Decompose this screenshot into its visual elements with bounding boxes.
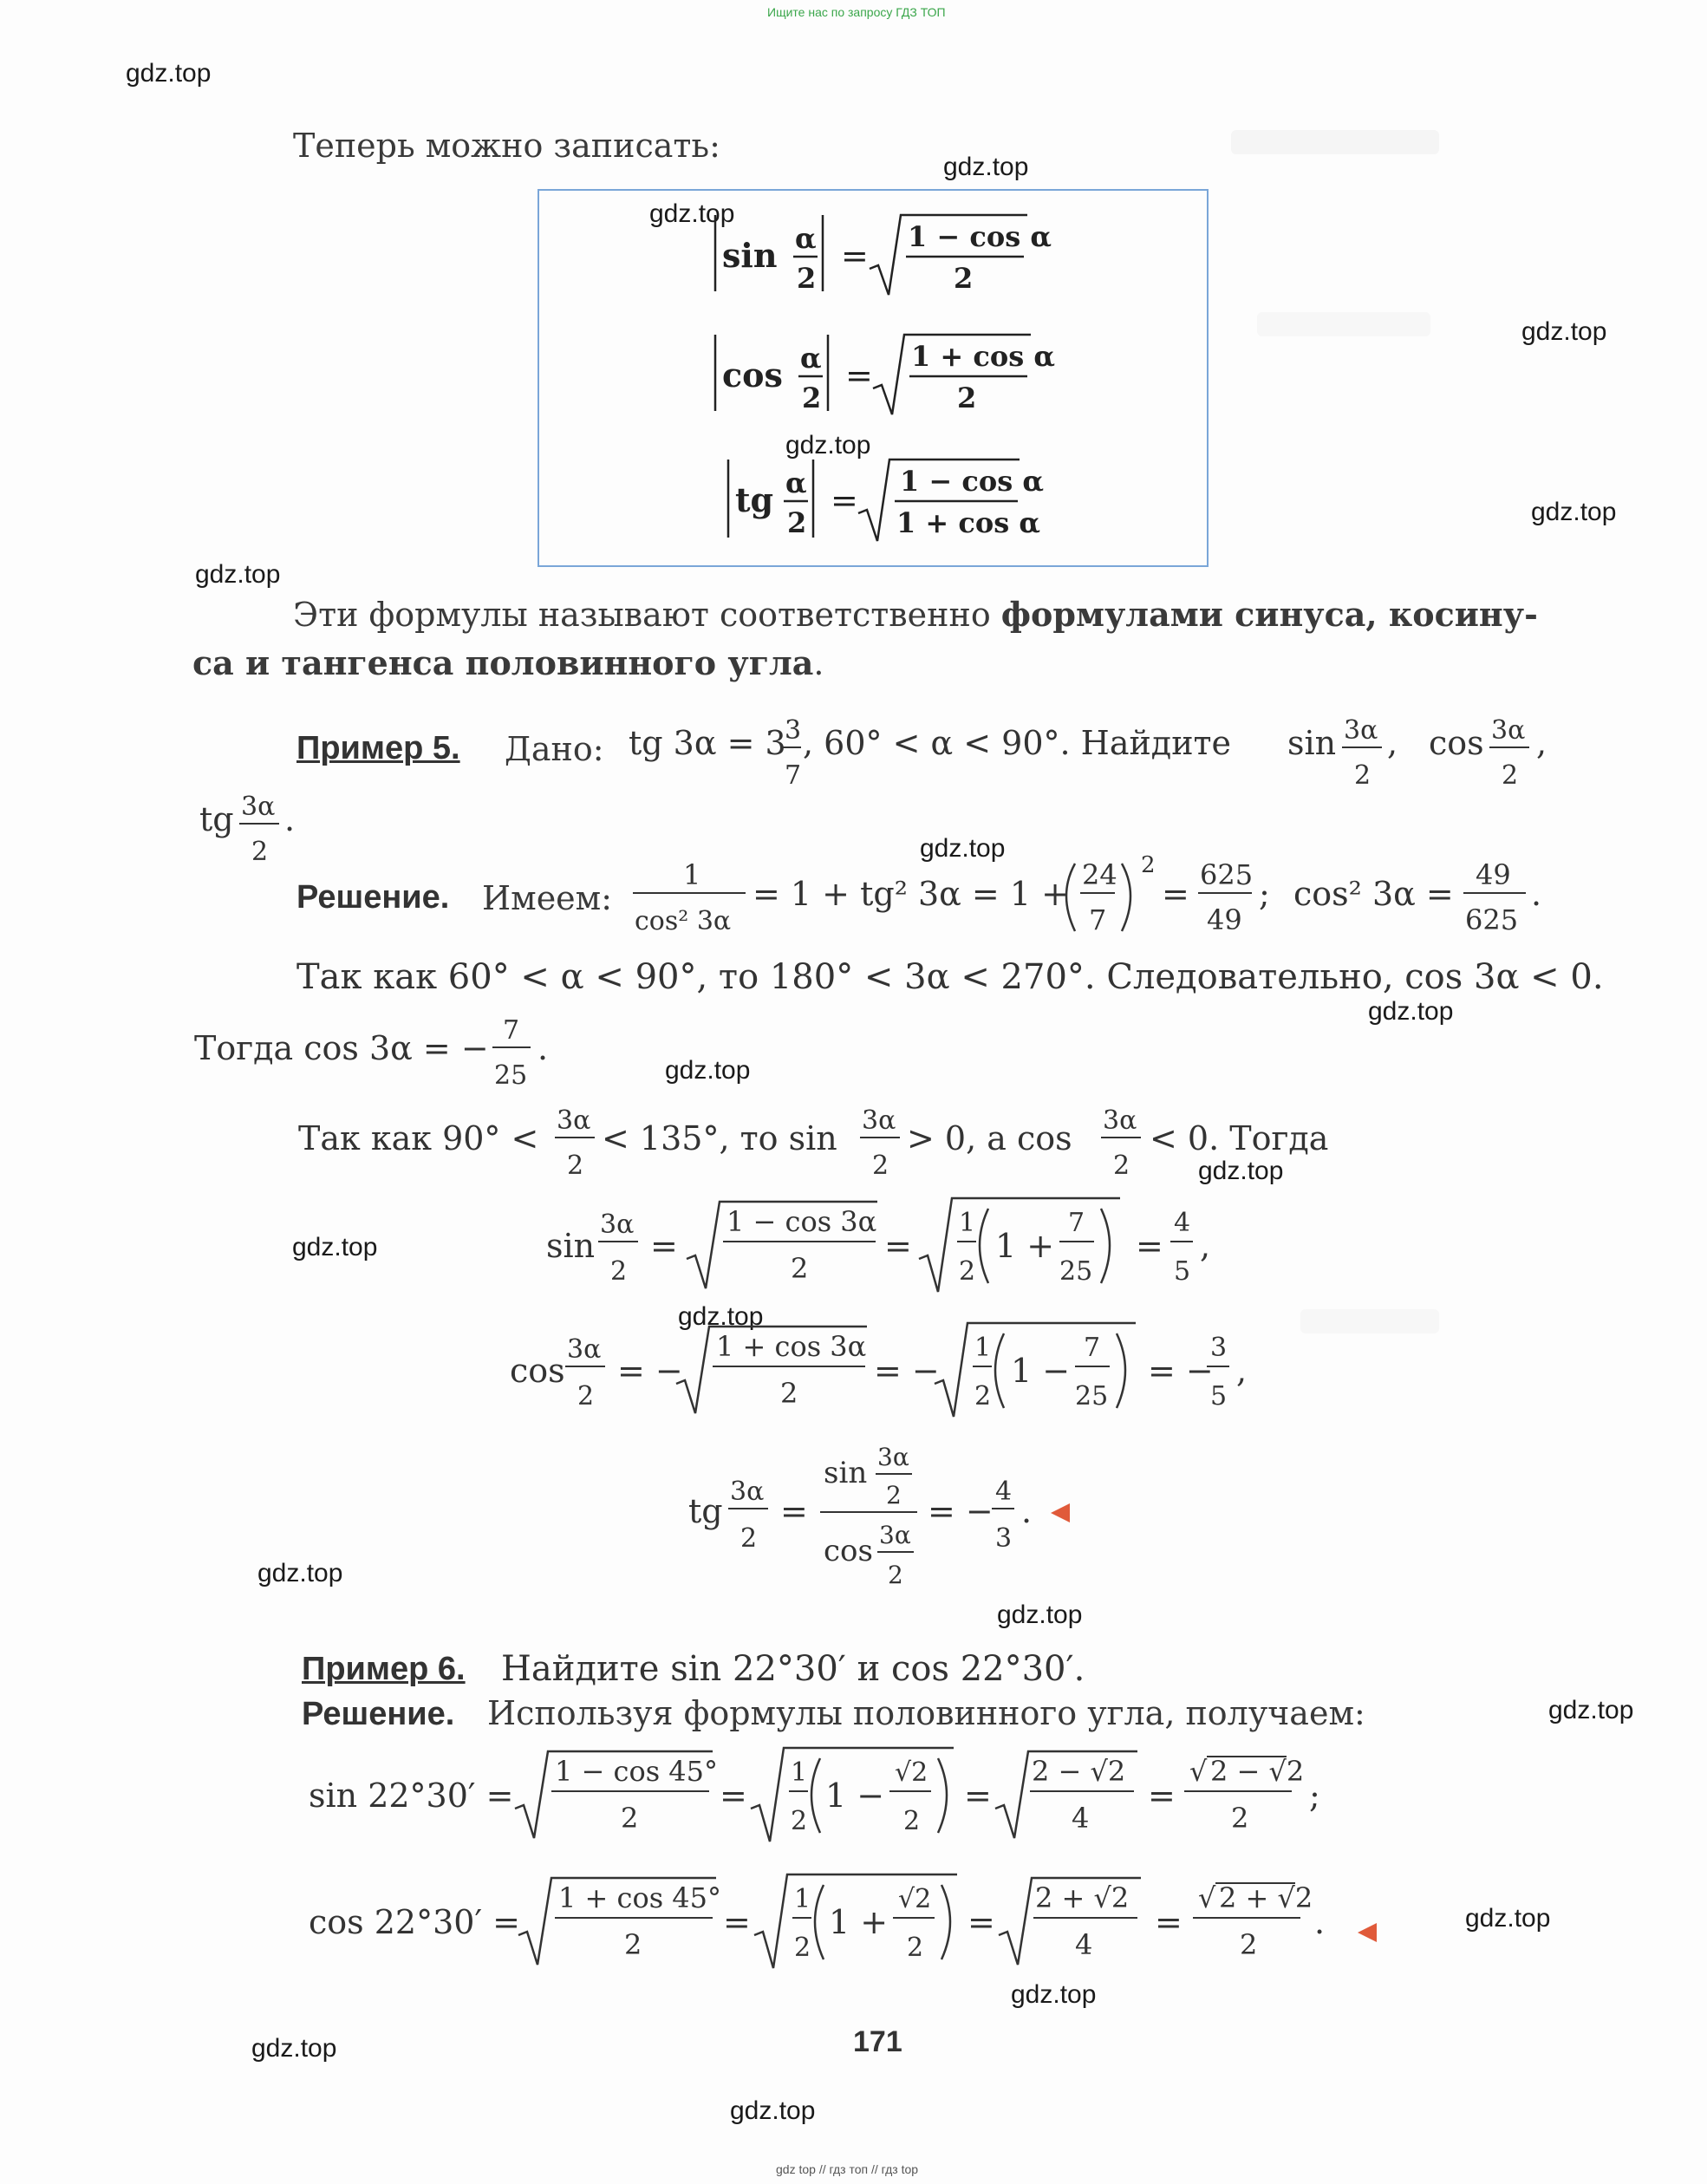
radicand: 1 + cos 3α — [716, 1330, 867, 1363]
svg-text:;: ; — [1309, 1777, 1320, 1815]
svg-text:= −: = − — [928, 1492, 994, 1530]
watermark: gdz.top — [785, 431, 871, 460]
solution6-text: Используя формулы половинного угла, получаем: — [487, 1694, 1365, 1732]
cos-3a-half-calc — [506, 1318, 1269, 1431]
cos-half-formula — [715, 335, 1055, 414]
solution6-label: Решение. — [302, 1696, 455, 1732]
svg-text:.: . — [538, 1029, 549, 1067]
watermark: gdz.top — [1198, 1157, 1284, 1185]
fn-label: cos — [722, 355, 783, 394]
tg-3a-half-calc — [685, 1439, 1101, 1604]
watermark: gdz.top — [1531, 498, 1617, 526]
intro-line: Теперь можно записать: — [293, 127, 720, 165]
four: 4 — [1072, 1802, 1090, 1835]
svg-text:= −: = − — [617, 1352, 683, 1390]
half-angle-formulas — [538, 189, 1205, 564]
denominator: 2 — [957, 381, 977, 414]
solution5-have: Имеем: — [482, 879, 613, 917]
svg-text:2: 2 — [794, 1933, 811, 1963]
half-num: 3α — [1491, 715, 1526, 746]
example-label: Пример 6. — [302, 1651, 466, 1687]
svg-text:3α: 3α — [557, 1105, 591, 1136]
solution5-eq1 — [624, 851, 1552, 947]
fn-label: sin — [722, 236, 778, 275]
svg-text:= −: = − — [1148, 1352, 1214, 1390]
svg-text:,: , — [1536, 724, 1547, 762]
svg-text:2: 2 — [1240, 1928, 1258, 1961]
svg-text:.: . — [1531, 875, 1542, 913]
watermark: gdz.top — [1548, 1696, 1634, 1724]
svg-text:2 − √2: 2 − √2 — [1210, 1755, 1305, 1788]
example6-task: Найдите sin 22°30′ и cos 22°30′. — [501, 1649, 1085, 1689]
footer-note: gdz top // гдз топ // гдз top — [776, 2162, 919, 2176]
solution5-line3 — [192, 1006, 609, 1101]
svg-text:2: 2 — [567, 1151, 584, 1181]
radicand: 2 + √2 — [1035, 1881, 1130, 1914]
svg-text:=: = — [968, 1903, 995, 1941]
header-note: Ищите нас по запросу ГДЗ ТОП — [767, 5, 946, 19]
svg-text:1 −: 1 − — [825, 1777, 885, 1815]
alpha: α — [800, 342, 822, 375]
numerator: 1 + cos α — [911, 340, 1055, 373]
svg-text:=: = — [1136, 1227, 1163, 1265]
svg-text:7: 7 — [1084, 1333, 1101, 1363]
svg-text:= −: = − — [874, 1352, 940, 1390]
svg-text:1 +: 1 + — [995, 1227, 1055, 1265]
svg-text:=: = — [964, 1777, 992, 1815]
text-a: Так как 90° < — [298, 1119, 539, 1157]
end-of-solution-marker — [1358, 1923, 1377, 1942]
frac-num: 7 — [503, 1015, 520, 1046]
text-d: < 0. Тогда — [1150, 1119, 1329, 1157]
angle-range: , 60° < α < 90°. Найдите — [803, 724, 1232, 762]
watermark: gdz.top — [943, 153, 1029, 181]
sin-22-30-calc — [305, 1743, 1363, 1855]
watermark: gdz.top — [920, 834, 1006, 863]
page-number: 171 — [853, 2025, 902, 2058]
equals: = — [841, 237, 869, 275]
svg-text:√2: √2 — [895, 1757, 928, 1788]
svg-text:3α: 3α — [879, 1521, 911, 1549]
denominator: 1 + cos α — [896, 506, 1040, 539]
svg-text:2: 2 — [621, 1802, 639, 1835]
then-text: Тогда cos 3α = − — [194, 1029, 489, 1067]
svg-text:2 + √2: 2 + √2 — [1219, 1881, 1313, 1914]
watermark: gdz.top — [1465, 1904, 1551, 1933]
res-den: 3 — [995, 1523, 1013, 1554]
watermark: gdz.top — [678, 1302, 764, 1331]
svg-text:=: = — [884, 1227, 912, 1265]
svg-text:3α: 3α — [600, 1209, 635, 1240]
svg-text:=: = — [650, 1227, 678, 1265]
watermark: gdz.top — [292, 1233, 378, 1262]
svg-text:√: √ — [1198, 1881, 1216, 1914]
svg-text:24: 24 — [1082, 858, 1117, 891]
lhs: cos 22°30′ = — [309, 1903, 520, 1941]
watermark: gdz.top — [649, 199, 735, 228]
svg-text:;: ; — [1259, 875, 1270, 913]
lhs: sin 22°30′ = — [309, 1777, 514, 1815]
svg-text:1: 1 — [794, 1884, 811, 1914]
res-den: 5 — [1210, 1381, 1228, 1411]
svg-text:2: 2 — [903, 1806, 921, 1836]
two: 2 — [797, 262, 817, 295]
watermark: gdz.top — [257, 1559, 343, 1587]
alpha: α — [795, 222, 817, 255]
svg-text:2: 2 — [791, 1806, 808, 1836]
half-num: 3α — [1344, 715, 1378, 746]
bold-term: са и тангенса половинного угла — [192, 643, 814, 682]
example-label: Пример 5. — [296, 730, 460, 766]
names-paragraph-line2 — [192, 643, 824, 682]
equals: = — [831, 481, 858, 519]
numerator: 1 − cos α — [900, 465, 1044, 498]
svg-text:2: 2 — [1231, 1802, 1249, 1835]
example6-header — [302, 1651, 466, 1688]
cos-22-30-calc — [305, 1869, 1398, 1982]
svg-text:,: , — [1200, 1227, 1211, 1265]
inner-num: 7 — [1068, 1208, 1085, 1238]
svg-text:=: = — [1155, 1903, 1183, 1941]
example5-header — [296, 730, 460, 767]
frac-den: 25 — [494, 1060, 528, 1091]
svg-text:2: 2 — [610, 1256, 628, 1287]
find-tg: tg — [199, 800, 234, 838]
svg-text:25: 25 — [1075, 1381, 1109, 1411]
fn-label: tg — [735, 480, 774, 519]
svg-text:2: 2 — [907, 1933, 924, 1963]
text-b: < 135°, то sin — [602, 1119, 837, 1157]
text-c: > 0, а cos — [907, 1119, 1072, 1157]
solution5-label: Решение. — [296, 879, 450, 916]
half-den: 2 — [251, 837, 269, 867]
svg-text:1 −: 1 − — [1011, 1352, 1071, 1390]
watermark: gdz.top — [1368, 997, 1454, 1026]
svg-text:sin: sin — [546, 1227, 596, 1265]
equals: = — [845, 356, 873, 394]
watermark: gdz.top — [730, 2096, 816, 2125]
svg-text:.: . — [1314, 1903, 1326, 1941]
watermark: gdz.top — [195, 560, 281, 589]
watermark: gdz.top — [1011, 1980, 1097, 2009]
example5-given: Дано: — [505, 730, 604, 768]
tg-half-formula — [728, 460, 1044, 541]
alpha: α — [785, 466, 807, 499]
svg-text:2: 2 — [624, 1928, 642, 1961]
svg-text:2: 2 — [791, 1252, 809, 1285]
example5-find-tg — [192, 782, 331, 869]
frac-num: 3 — [785, 715, 802, 746]
res-num: 4 — [1174, 1208, 1191, 1238]
find-cos: cos — [1429, 724, 1484, 762]
svg-text:=: = — [723, 1903, 751, 1941]
watermark: gdz.top — [251, 2034, 337, 2063]
svg-text:=: = — [720, 1777, 747, 1815]
svg-text:,: , — [1236, 1352, 1248, 1390]
watermark: gdz.top — [665, 1056, 751, 1085]
radicand: 2 − √2 — [1032, 1755, 1126, 1788]
svg-text:2: 2 — [888, 1561, 903, 1589]
svg-text:=: = — [1162, 875, 1189, 913]
svg-text:7: 7 — [1089, 903, 1107, 936]
period: . — [813, 644, 824, 682]
svg-text:tg: tg — [688, 1492, 723, 1530]
res-num: 3 — [1210, 1333, 1228, 1363]
svg-text:2: 2 — [740, 1523, 758, 1554]
cos-den: 625 — [1465, 903, 1519, 936]
sin-half-formula — [715, 215, 1052, 295]
svg-text:,: , — [1387, 724, 1398, 762]
svg-text:2: 2 — [577, 1381, 595, 1411]
four: 4 — [1075, 1928, 1093, 1961]
svg-text:2: 2 — [886, 1481, 902, 1509]
svg-text:3α: 3α — [567, 1334, 602, 1365]
tg-condition: tg 3α = 3 — [629, 724, 786, 762]
svg-text:1: 1 — [974, 1333, 992, 1363]
res-num: 4 — [995, 1477, 1013, 1507]
res-den: 5 — [1174, 1256, 1191, 1287]
svg-text:3α: 3α — [730, 1477, 765, 1507]
svg-text:3α: 3α — [862, 1105, 896, 1136]
svg-text:2: 2 — [1141, 852, 1156, 878]
radicand: 1 + cos 45° — [558, 1881, 722, 1914]
cos-sq: cos² 3α = — [1293, 875, 1454, 913]
names-paragraph-line1 — [293, 595, 1538, 634]
frac-den: 7 — [785, 760, 802, 791]
eq-middle: = 1 + tg² 3α = 1 + — [753, 875, 1069, 913]
svg-text:=: = — [1148, 1777, 1176, 1815]
res-num: 625 — [1200, 858, 1254, 891]
svg-text:3α: 3α — [1103, 1105, 1137, 1136]
numerator: 1 − cos α — [908, 220, 1052, 253]
bleed-through — [1257, 312, 1430, 336]
end-of-solution-marker — [1051, 1503, 1070, 1522]
half-den: 2 — [1502, 760, 1519, 791]
svg-text:.: . — [284, 800, 296, 838]
svg-text:cos: cos — [510, 1352, 565, 1390]
svg-text:1: 1 — [959, 1208, 976, 1238]
two: 2 — [802, 381, 822, 414]
frac-num: 1 — [683, 858, 701, 891]
solution5-line4 — [296, 1096, 1389, 1191]
inner-den: 25 — [1059, 1256, 1093, 1287]
half-den: 2 — [1354, 760, 1371, 791]
svg-text:cos: cos — [824, 1534, 873, 1568]
svg-text:3α: 3α — [877, 1443, 909, 1471]
bleed-through — [1231, 130, 1439, 154]
svg-text:sin: sin — [824, 1456, 868, 1490]
radicand: 1 − cos 45° — [555, 1755, 719, 1788]
plain-text: Эти формулы называют соответственно — [293, 596, 1001, 634]
svg-text:2: 2 — [780, 1377, 798, 1410]
bleed-through — [1300, 1309, 1439, 1333]
cos-num: 49 — [1476, 858, 1511, 891]
radicand: 1 − cos 3α — [726, 1205, 877, 1238]
svg-text:2: 2 — [1113, 1151, 1130, 1181]
svg-text:√: √ — [1189, 1755, 1208, 1788]
watermark: gdz.top — [997, 1601, 1083, 1629]
half-num: 3α — [241, 792, 276, 822]
denominator: 2 — [954, 262, 974, 295]
svg-text:√2: √2 — [898, 1884, 932, 1914]
svg-text:.: . — [1021, 1492, 1033, 1530]
example5-condition — [624, 709, 1560, 805]
svg-text:1 +: 1 + — [829, 1903, 889, 1941]
watermark: gdz.top — [1521, 317, 1607, 346]
frac-den: cos² 3α — [635, 906, 732, 936]
bold-term: формулами синуса, косину- — [1000, 595, 1538, 634]
two: 2 — [787, 506, 807, 539]
solution5-line2: Так как 60° < α < 90°, то 180° < 3α < 270°. Следовательно, cos 3α < 0. — [296, 957, 1604, 997]
svg-text:2: 2 — [974, 1381, 992, 1411]
svg-text:2: 2 — [959, 1256, 976, 1287]
find-sin: sin — [1287, 724, 1337, 762]
res-den: 49 — [1207, 903, 1242, 936]
svg-text:=: = — [780, 1492, 808, 1530]
svg-text:1: 1 — [791, 1757, 808, 1788]
svg-text:2: 2 — [872, 1151, 889, 1181]
sin-3a-half-calc — [538, 1193, 1231, 1306]
watermark: gdz.top — [126, 59, 212, 88]
